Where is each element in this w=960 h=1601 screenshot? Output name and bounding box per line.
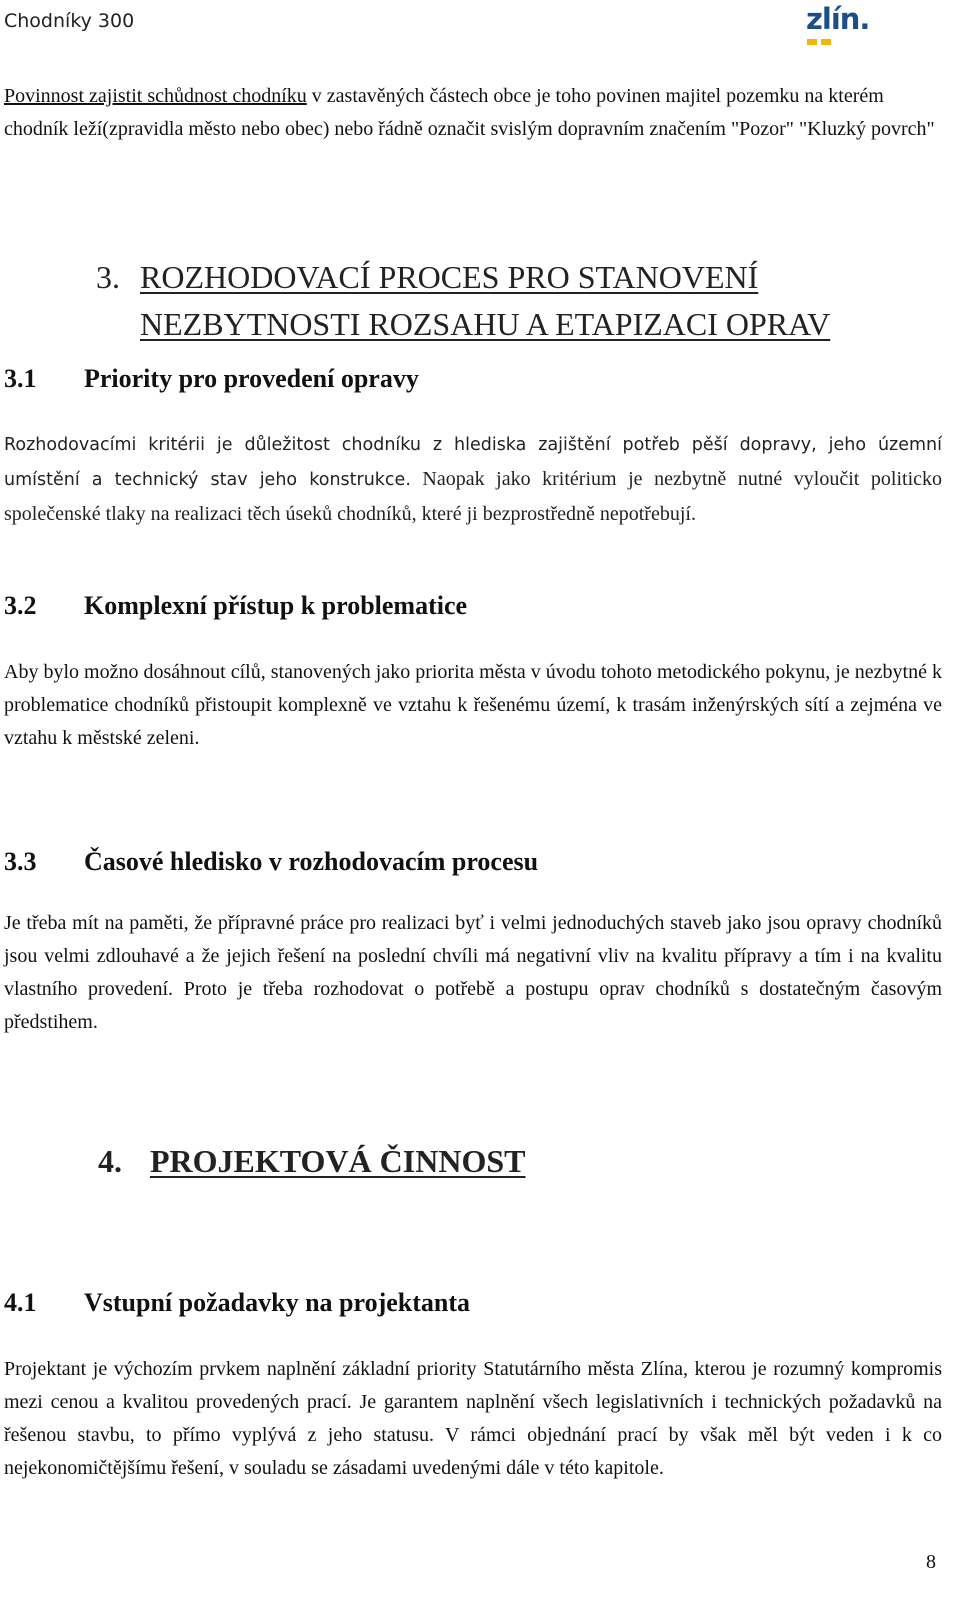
running-header-title: Chodníky 300 bbox=[4, 10, 135, 32]
section-3-3-title: Časové hledisko v rozhodovacím procesu bbox=[84, 847, 539, 876]
section-3-1-text-part1: Rozhodovacími kritérii je důležitost chodníku z hlediska zajištění potřeb pěší dopravy, jeho územní umístění a technický stav jeho konstrukce. bbox=[4, 435, 942, 490]
section-3-1-paragraph bbox=[4, 428, 942, 532]
section-3-3-paragraph: Je třeba mít na paměti, že přípravné práce pro realizaci byť i velmi jednoduchých staveb jako jsou opravy chodníků jsou velmi zdlouhavé a že jejich řešení na poslední chvíli má negativní vliv na kvalitu přípravy a tím i na kvalitu vlastního provedení. Proto je třeba rozhodovat o potřebě a postupu oprav chodníků s dostatečným časovým předstihem. bbox=[4, 912, 942, 1033]
section-4-1-heading bbox=[4, 1288, 470, 1318]
section-3-2-number: 3.2 bbox=[4, 591, 37, 620]
section-3-2-title: Komplexní přístup k problematice bbox=[84, 591, 468, 620]
logo-accent-bar bbox=[821, 39, 831, 45]
section-3-number: 3. bbox=[96, 259, 120, 295]
section-4-1-paragraph: Projektant je výchozím prvkem naplnění základní priority Statutárního města Zlína, kterou je rozumný kompromis mezi cenou a kvalitou provedených prací. Je garantem naplnění všech legislativních i technických požadavků na řešenou stavbu, to přímo vyplývá z jeho statusu. V rámci objednání prací by však měl být veden i k co nejekonomičtějšímu řešení, v souladu se zásadami uvedenými dále v této kapitole. bbox=[4, 1358, 942, 1479]
section-4-number: 4. bbox=[98, 1143, 122, 1179]
intro-text: v zastavěných částech obce je toho povinen majitel pozemku na kterém chodník leží(zpravidla město nebo obec) nebo řádně označit svislým dopravním značením "Pozor" "Kluzký povrch" bbox=[4, 85, 935, 140]
zlin-logo bbox=[806, 2, 872, 48]
section-3-1-heading bbox=[4, 364, 419, 394]
intro-underlined-text: Povinnost zajistit schůdnost chodníku bbox=[4, 85, 307, 107]
logo-accent-bar bbox=[807, 39, 817, 45]
intro-paragraph bbox=[4, 80, 942, 146]
section-4-heading bbox=[98, 1138, 525, 1185]
section-3-2-heading bbox=[4, 591, 467, 621]
logo-wordmark: zlín. bbox=[806, 2, 870, 36]
section-3-1-text-part2: Naopak jako kritérium je nezbytně nutné vyloučit politicko společenské tlaky na realizaci těch úseků chodníků, které ji bezprostředně nepotřebují. bbox=[4, 468, 942, 525]
section-4-title: PROJEKTOVÁ ČINNOST bbox=[150, 1143, 526, 1179]
page-number: 8 bbox=[926, 1551, 936, 1573]
section-4-1-title: Vstupní požadavky na projektanta bbox=[84, 1288, 471, 1317]
section-3-heading bbox=[96, 254, 830, 348]
section-3-title-line1: ROZHODOVACÍ PROCES PRO STANOVENÍ bbox=[140, 259, 759, 295]
section-4-1-number: 4.1 bbox=[4, 1288, 37, 1317]
section-3-1-title: Priority pro provedení opravy bbox=[84, 364, 419, 393]
section-3-1-number: 3.1 bbox=[4, 364, 37, 393]
section-3-3-heading bbox=[4, 847, 538, 877]
section-3-title-line2: NEZBYTNOSTI ROZSAHU A ETAPIZACI OPRAV bbox=[140, 306, 831, 342]
section-3-3-number: 3.3 bbox=[4, 847, 37, 876]
section-3-2-paragraph: Aby bylo možno dosáhnout cílů, stanovených jako priorita města v úvodu tohoto metodického pokynu, je nezbytné k problematice chodníků přistoupit komplexně ve vztahu k řešenému území, k trasám inženýrských sítí a zejména ve vztahu k městské zeleni. bbox=[4, 661, 942, 749]
